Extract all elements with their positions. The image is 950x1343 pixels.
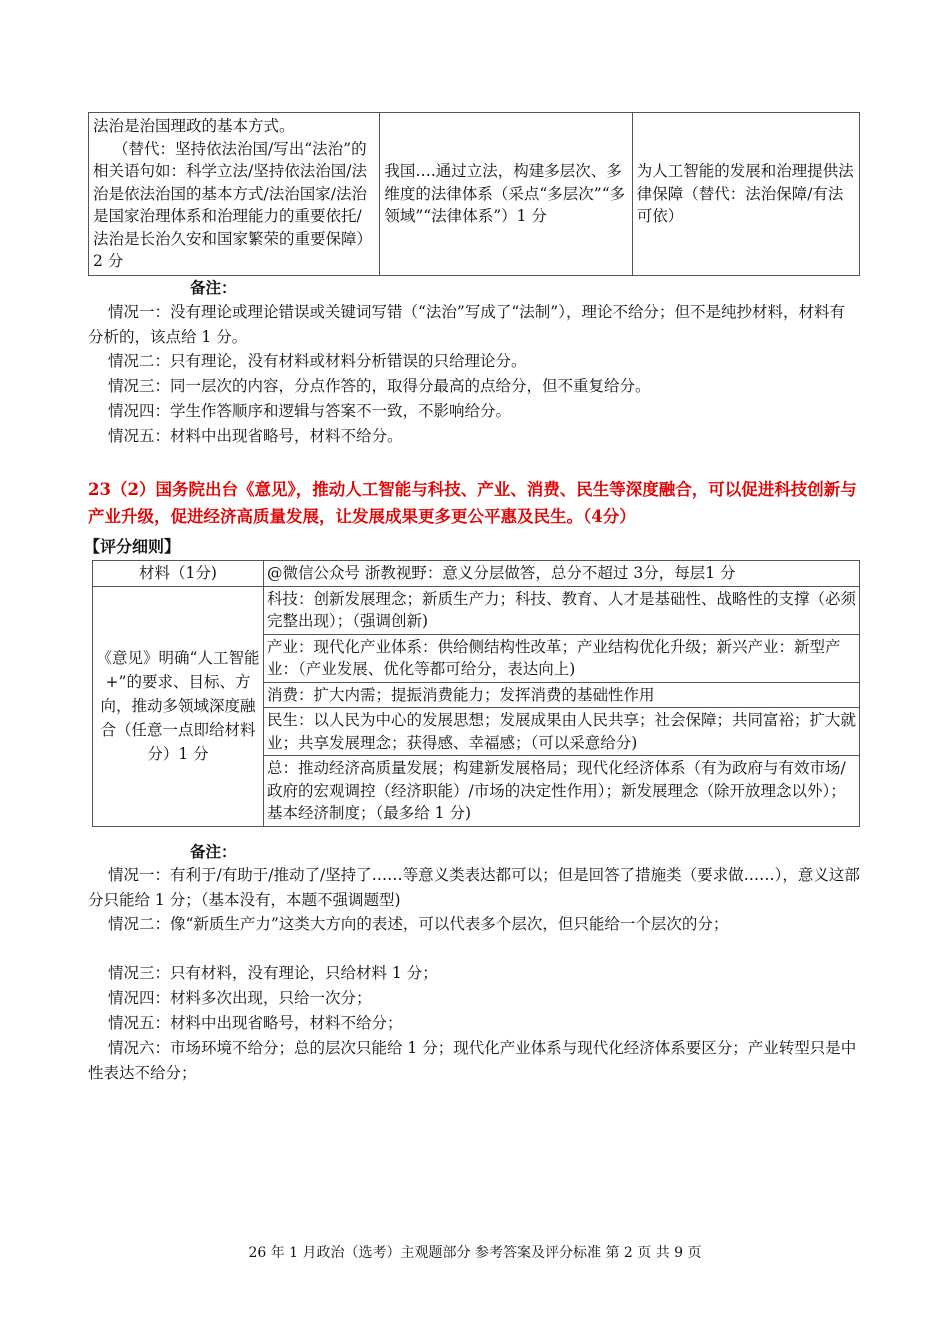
- theory-alternatives: （替代：坚持依法治国/写出“法治”的相关语句如：科学立法/坚持依法治国/法治是依法治国的基本方式/法治国家/法治是国家治理体系和治理能力的重要依托/法治是长治久安和国家繁荣的重要保障）2 分: [93, 139, 373, 270]
- rubric-table: [92, 560, 860, 827]
- page-footer: 26 年 1 月政治（选考）主观题部分 参考答案及评分标准 第 2 页 共 9 页: [248, 1245, 702, 1261]
- note-2-4: 情况四：材料多次出现，只给一次分；: [108, 989, 372, 1007]
- rubric-row-consumption: 消费：扩大内需；提振消费能力；发挥消费的基础性作用: [264, 682, 860, 708]
- note-1-3: 情况三：同一层次的内容，分点作答的，取得分最高的点给分，但不重复给分。: [108, 377, 651, 395]
- answer-cell-result: 为人工智能的发展和治理提供法律保障（替代：法治保障/有法可依）: [632, 113, 859, 276]
- rubric-row-industry: 产业：现代化产业体系：供给侧结构性改革；产业结构优化升级；新兴产业：新型产业：（产业发展、优化等都可给分，表达向上): [264, 634, 860, 682]
- answer-cell-material: 我国….通过立法，构建多层次、多维度的法律体系（采点“多层次”“多领域”“法律体系”）1 分: [380, 113, 632, 276]
- note-2-5: 情况五：材料中出现省略号，材料不给分；: [108, 1014, 403, 1032]
- answer-cell-theory: [89, 113, 380, 276]
- rubric-heading: 【评分细则】: [84, 537, 181, 556]
- rubric-row-livelihood: 民生：以人民为中心的发展思想；发展成果由人民共享；社会保障；共同富裕；扩大就业；共享发展理念；获得感、幸福感；（可以采意给分): [264, 708, 860, 756]
- note-2-6: 情况六：市场环境不给分；总的层次只能给 1 分；现代化产业体系与现代化经济体系要区分；产业转型只是中性表达不给分；: [88, 1039, 857, 1082]
- note-1-5: 情况五：材料中出现省略号，材料不给分。: [108, 427, 403, 445]
- note-1-4: 情况四：学生作答顺序和逻辑与答案不一致，不影响给分。: [108, 402, 512, 420]
- note-1-1: 情况一：没有理论或理论错误或关键词写错（“法治”写成了“法制”），理论不给分；但不是纯抄材料，材料有分析的，该点给 1 分。: [88, 303, 845, 346]
- notes-heading-2: 备注：: [190, 842, 237, 861]
- rubric-header-material: 材料（1分): [93, 561, 264, 587]
- note-1-2: 情况二：只有理论，没有材料或材料分析错误的只给理论分。: [108, 352, 527, 370]
- rubric-row-overall: 总：推动经济高质量发展；构建新发展格局；现代化经济体系（有为政府与有效市场/政府的宏观调控（经济职能）/市场的决定性作用）；新发展理念（除开放理念以外）；基本经济制度；（最多给 1 分): [264, 756, 860, 827]
- rubric-row-tech: 科技：创新发展理念；新质生产力；科技、教育、人才是基础性、战略性的支撑（必须完整出现）；（强调创新): [264, 586, 860, 634]
- theory-line: 法治是治国理政的基本方式。: [93, 117, 295, 135]
- notes-heading-1: 备注：: [190, 278, 237, 297]
- question-heading: 23（2）国务院出台《意见》，推动人工智能与科技、产业、消费、民生等深度融合，可以促进科技创新与产业升级，促进经济高质量发展，让发展成果更多更公平惠及民生。（4分）: [88, 480, 857, 526]
- note-2-1: 情况一：有利于/有助于/推动了/坚持了……等意义类表达都可以；但是回答了措施类（要求做……），意义这部分只能给 1 分；（基本没有，本题不强调题型): [88, 866, 860, 909]
- note-2-3: 情况三：只有材料，没有理论，只给材料 1 分；: [108, 964, 438, 982]
- rubric-header-levels: @微信公众号 浙教视野：意义分层做答，总分不超过 3分，每层1 分: [264, 561, 860, 587]
- rubric-material-cell: 《意见》明确“人工智能+”的要求、目标、方向，推动多领域深度融合（任意一点即给材料分）1 分: [93, 586, 264, 826]
- note-2-2: 情况二：像“新质生产力”这类大方向的表述，可以代表多个层次，但只能给一个层次的分；: [108, 915, 729, 933]
- answer-table-1: [88, 112, 860, 276]
